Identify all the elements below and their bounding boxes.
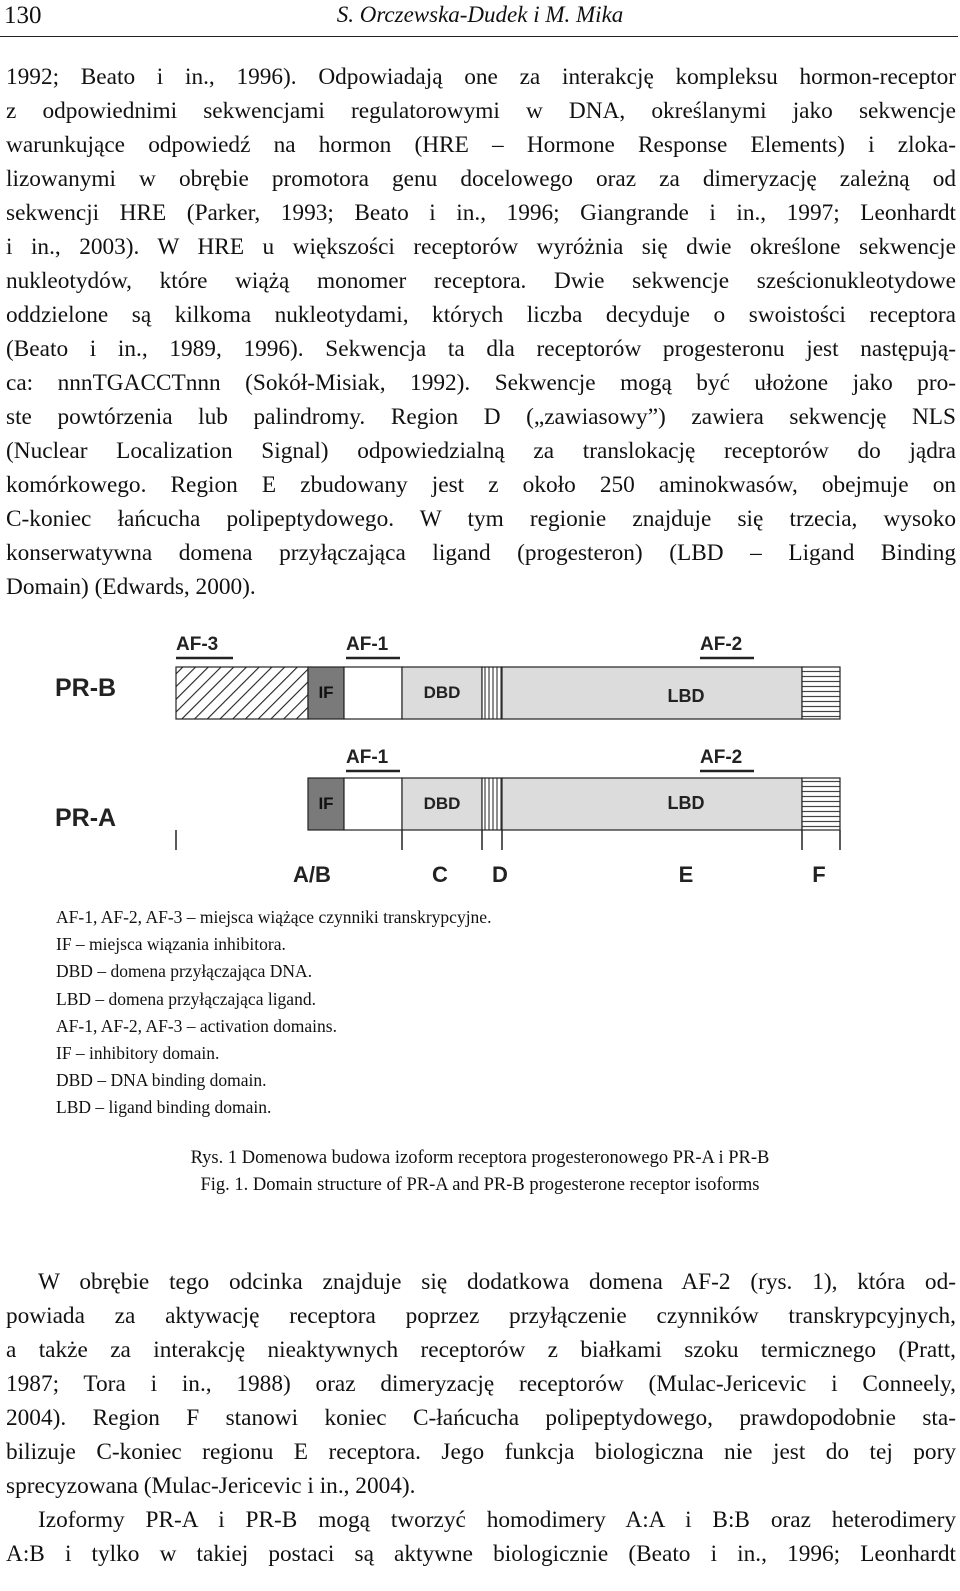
- region-f-label: F: [812, 862, 826, 887]
- region-c-label: C: [432, 862, 448, 887]
- legend-line: AF-1, AF-2, AF-3 – activation domains.: [56, 1015, 337, 1036]
- text-line: Domain) (Edwards, 2000).: [6, 574, 256, 600]
- legend-line: DBD – domena przyłączająca DNA.: [56, 961, 313, 982]
- pr-b-if-text: IF: [318, 683, 334, 702]
- pr-a-lbd-text: LBD: [667, 793, 705, 813]
- body-paragraph-1: [6, 60, 956, 604]
- pr-a-hinge-region: [482, 778, 502, 830]
- text-line: W obrębie tego odcinka znajduje się dodatkowa domena AF-2 (rys. 1), która od-: [38, 1269, 956, 1295]
- text-line: warunkujące odpowiedź na hormon (HRE – Hormone Response Elements) i zloka-: [6, 132, 956, 158]
- region-e-label: E: [678, 862, 694, 887]
- legend-line: IF – miejsca wiązania inhibitora.: [56, 934, 286, 955]
- pr-a-f-region: [802, 778, 840, 830]
- af2-label: AF-2: [700, 634, 743, 655]
- text-line: 2004). Region F stanowi koniec C-łańcucha polipeptydowego, prawdopodobnie sta-: [6, 1405, 956, 1431]
- page-header: [0, 0, 960, 40]
- pr-a-af1-segment: [344, 778, 402, 830]
- text-line: i in., 2003). W HRE u większości receptorów wyróżnia się dwie określone sekwencje: [6, 234, 956, 260]
- text-line: A:B i tylko w takiej postaci są aktywne biologicznie (Beato i in., 1996; Leonhardt: [6, 1541, 956, 1567]
- text-line: lizowanymi w obrębie promotora genu docelowego oraz za dimeryzację zależną od: [6, 166, 956, 192]
- text-line: 1987; Tora i in., 1988) oraz dimeryzację receptorów (Mulac-Jericevic i Conneely,: [6, 1371, 956, 1397]
- body-paragraph-3: [6, 1503, 956, 1571]
- text-line: powiada za aktywację receptora poprzez przyłączenie czynników transkrypcyjnych,: [6, 1303, 956, 1329]
- legend-line: LBD – domena przyłączająca ligand.: [56, 988, 316, 1009]
- figure-caption-english: Fig. 1. Domain structure of PR-A and PR-B progesterone receptor isoforms: [200, 1175, 760, 1195]
- text-line: C-koniec łańcucha polipeptydowego. W tym regionie znajduje się trzecia, wysoko: [6, 506, 956, 532]
- legend-line: DBD – DNA binding domain.: [56, 1070, 267, 1091]
- pr-b-label: PR-B: [55, 674, 117, 702]
- text-line: ste powtórzenia lub palindromy. Region D („zawiasowy”) zawiera sekwencję NLS: [6, 404, 956, 430]
- text-line: nukleotydów, które wiążą monomer receptora. Dwie sekwencje sześcionukleotydowe: [6, 268, 956, 294]
- pr-a-lbd-domain: [502, 778, 802, 830]
- legend-line: IF – inhibitory domain.: [56, 1043, 220, 1064]
- text-line: (Nuclear Localization Signal) odpowiedzialną za translokację receptorów do jądra: [6, 438, 956, 464]
- region-d-label: D: [492, 862, 508, 887]
- text-line: bilizuje C-koniec regionu E receptora. Jego funkcja biologiczna nie jest do tej pory: [6, 1439, 956, 1465]
- text-line: sprecyzowana (Mulac-Jericevic i in., 2004).: [6, 1473, 416, 1499]
- pr-b-lbd-text: LBD: [667, 686, 705, 706]
- af2-label-pr-a: AF-2: [700, 747, 743, 768]
- pr-a-dbd-text: DBD: [423, 794, 461, 813]
- domain-structure-figure: [0, 620, 960, 895]
- af3-label: AF-3: [176, 634, 219, 655]
- af1-label: AF-1: [346, 634, 389, 655]
- pr-b-dbd-text: DBD: [423, 683, 461, 702]
- af1-label-pr-a: AF-1: [346, 747, 389, 768]
- pr-b-f-region: [802, 667, 840, 719]
- pr-b-af1-segment: [344, 667, 402, 719]
- body-paragraph-2: [6, 1265, 956, 1503]
- text-line: z odpowiednimi sekwencjami regulatorowymi w DNA, określanymi jako sekwencje: [6, 98, 956, 124]
- pr-b-lbd-domain: [502, 667, 802, 719]
- legend-line: LBD – ligand binding domain.: [56, 1097, 272, 1118]
- text-line: oddzielone są kilkoma nukleotydami, których liczba decyduje o swoistości receptora: [6, 302, 956, 328]
- figure-caption-polish: Rys. 1 Domenowa budowa izoform receptora progesteronowego PR-A i PR-B: [190, 1148, 770, 1168]
- page-number: 130: [4, 2, 42, 29]
- pr-b-af3-segment: [176, 667, 308, 719]
- pr-a-if-text: IF: [318, 794, 334, 813]
- running-title: S. Orczewska-Dudek i M. Mika: [336, 2, 624, 27]
- header-rule: [0, 36, 958, 37]
- text-line: 1992; Beato i in., 1996). Odpowiadają one za interakcję kompleksu hormon-receptor: [6, 64, 956, 90]
- region-ab-label: A/B: [293, 862, 331, 887]
- pr-a-label: PR-A: [55, 804, 117, 832]
- text-line: a także za interakcję nieaktywnych receptorów z białkami szoku termicznego (Pratt,: [6, 1337, 956, 1363]
- text-line: sekwencji HRE (Parker, 1993; Beato i in., 1996; Giangrande i in., 1997; Leonhardt: [6, 200, 956, 226]
- text-line: Izoformy PR-A i PR-B mogą tworzyć homodimery A:A i B:B oraz heterodimery: [38, 1507, 956, 1533]
- figure-legend: [56, 904, 491, 1122]
- text-line: (Beato i in., 1989, 1996). Sekwencja ta dla receptorów progesteronu jest następują-: [6, 336, 956, 362]
- legend-line: AF-1, AF-2, AF-3 – miejsca wiążące czynniki transkrypcyjne.: [56, 907, 492, 927]
- pr-b-hinge-region: [482, 667, 502, 719]
- text-line: komórkowego. Region E zbudowany jest z około 250 aminokwasów, obejmuje on: [6, 472, 956, 498]
- text-line: ca: nnnTGACCTnnn (Sokół-Misiak, 1992). Sekwencje mogą być ułożone jako pro-: [6, 370, 956, 396]
- text-line: konserwatywna domena przyłączająca ligand (progesteron) (LBD – Ligand Binding: [6, 540, 956, 566]
